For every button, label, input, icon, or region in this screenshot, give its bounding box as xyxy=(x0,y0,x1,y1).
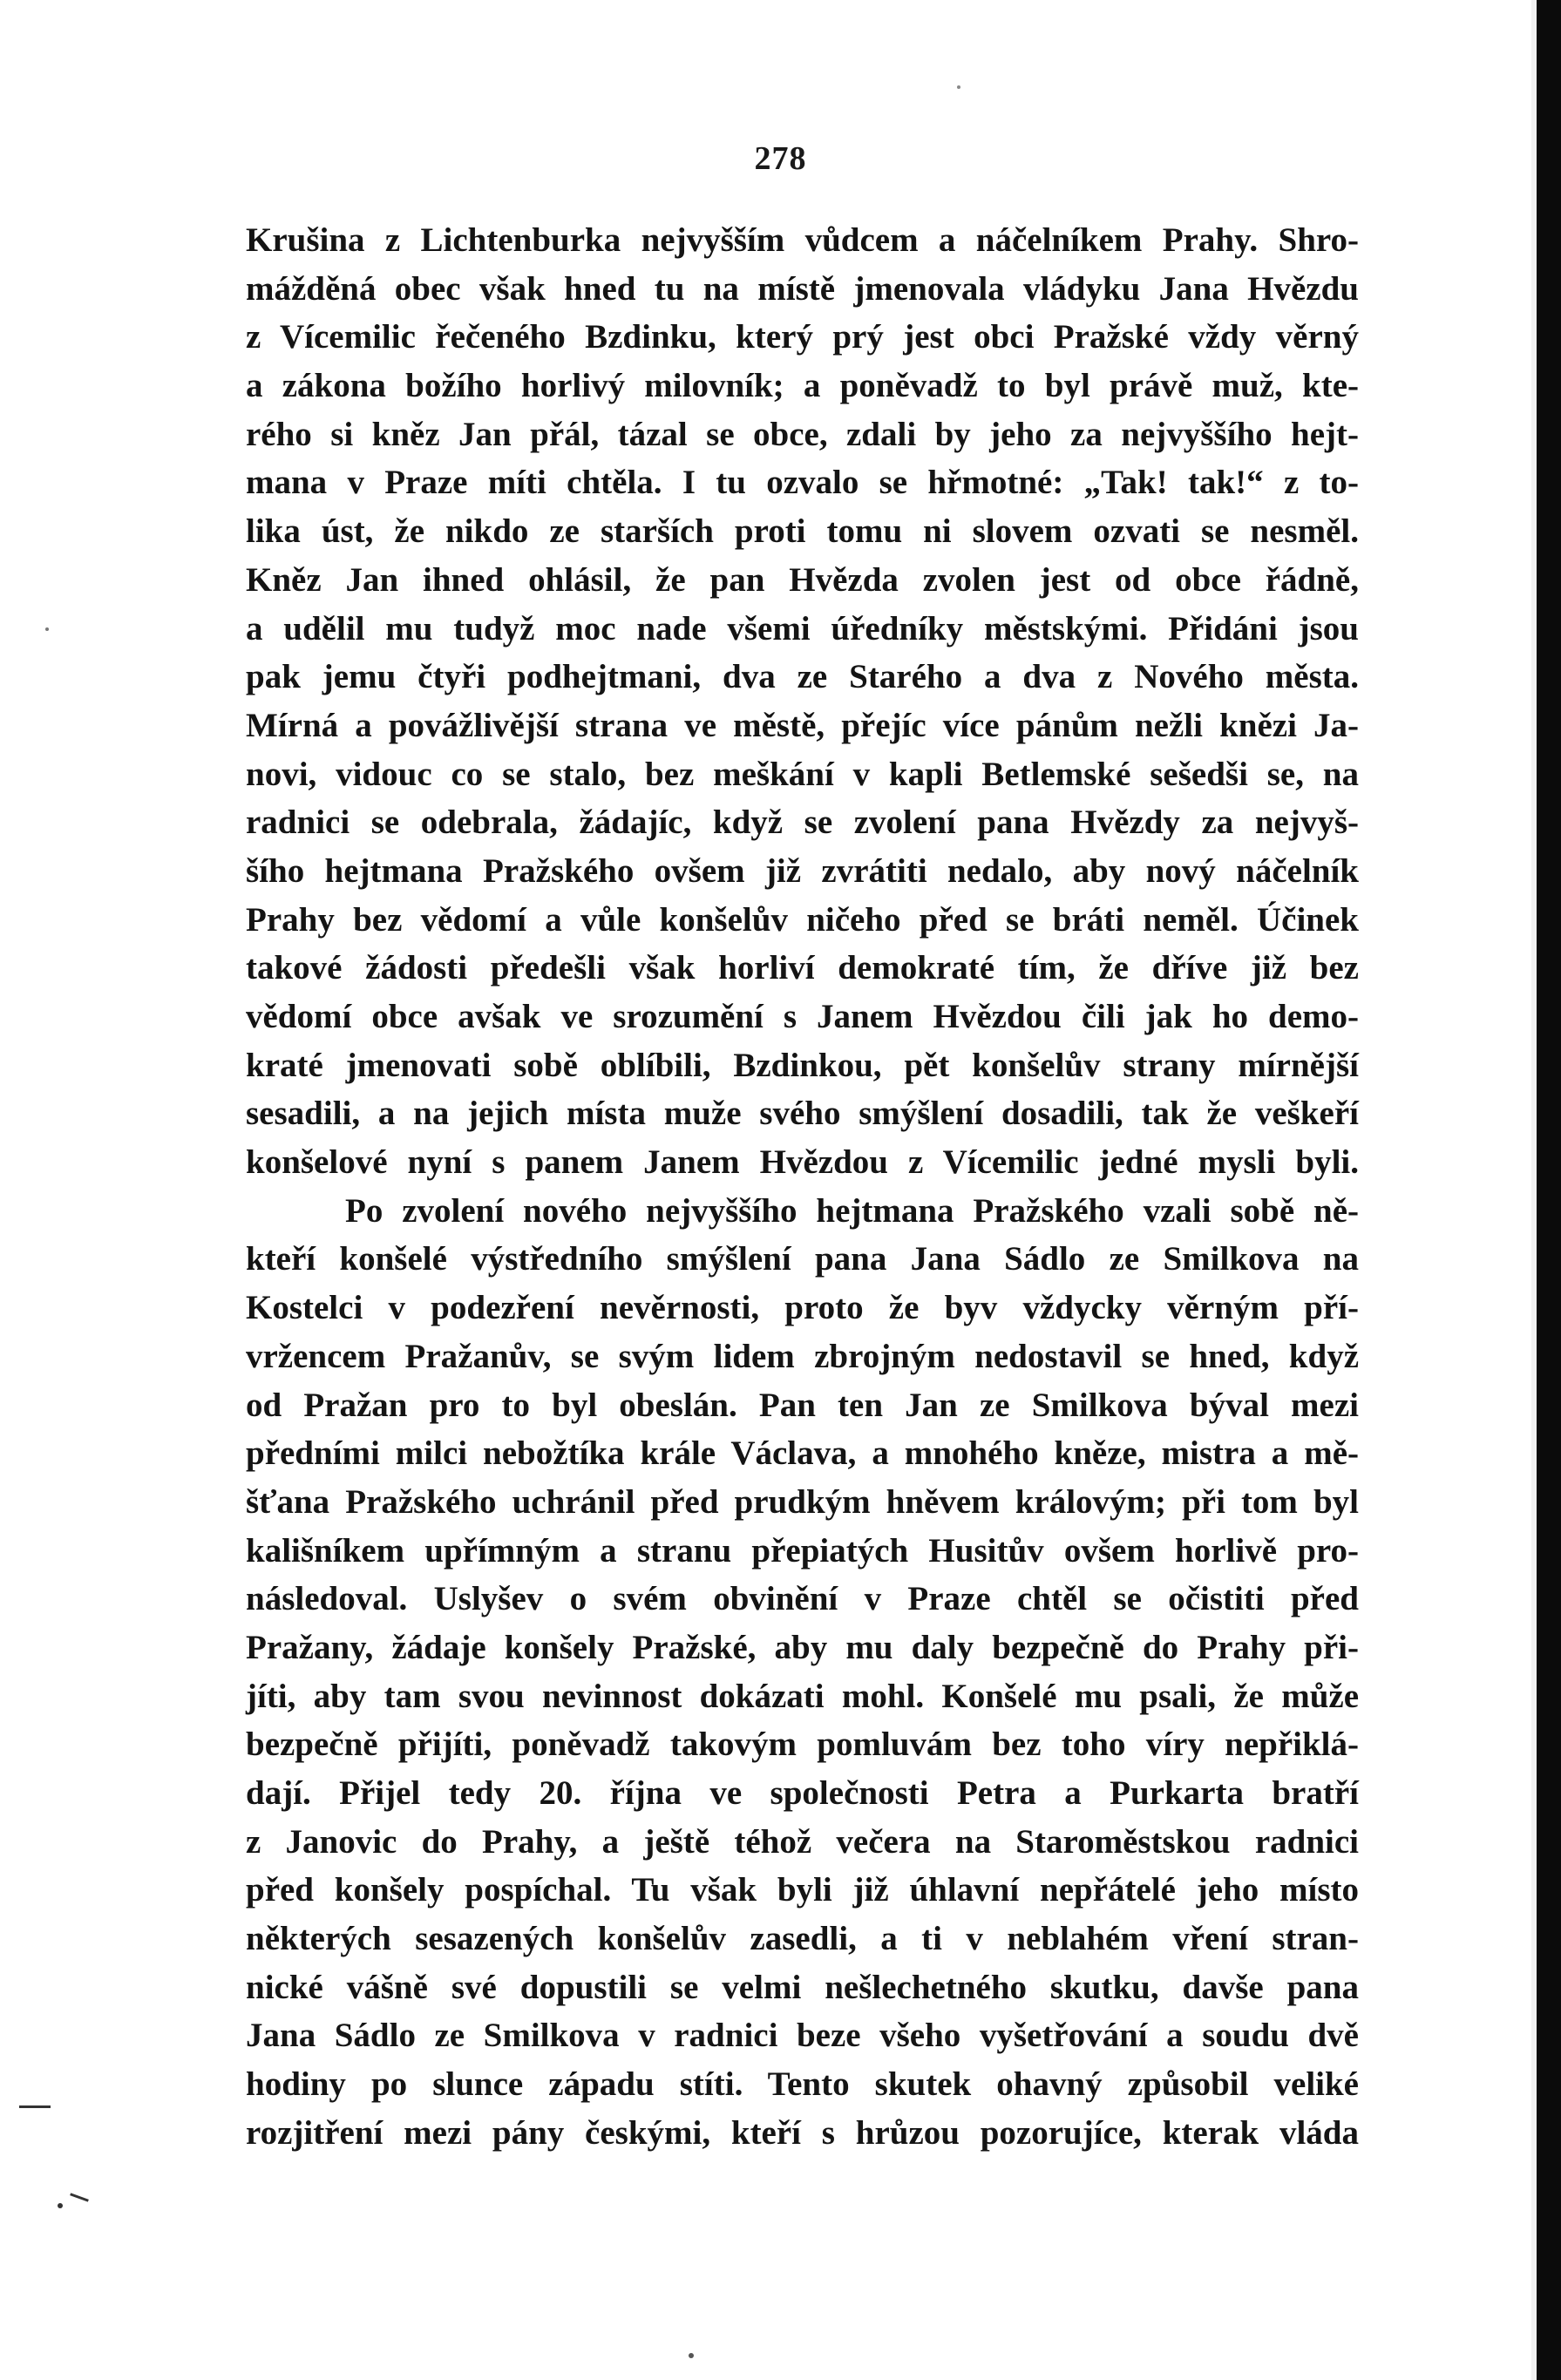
scan-speck xyxy=(689,2353,694,2358)
text-line: některých sesazených konšelův zasedli, a ti v neblahém vření stran- xyxy=(246,1920,1359,1958)
text-line: před konšely pospíchal. Tu však byli již úhlavní nepřátelé jeho místo xyxy=(246,1871,1359,1909)
text-line: šího hejtmana Pražského ovšem již zvrátiti nedalo, aby nový náčelník xyxy=(246,851,1359,890)
text-line: a udělil mu tudyž moc nade všemi úředníky městskými. Přidáni jsou xyxy=(246,609,1359,648)
scan-speck xyxy=(58,2203,63,2208)
text-line: Mírná a povážlivější strana ve městě, přejíc více pánům nežli knězi Ja- xyxy=(246,706,1359,744)
text-line: rozjitření mezi pány českými, kteří s hrůzou pozorujíce, kterak vláda xyxy=(246,2113,1359,2152)
text-line: z Vícemilic řečeného Bzdinku, který prý jest obci Pražské vždy věrný xyxy=(246,318,1359,356)
text-line: kališníkem upřímným a stranu přepiatých Husitův ovšem horlivě pro- xyxy=(246,1531,1359,1570)
scan-speck xyxy=(19,2105,51,2108)
text-line: šťana Pražského uchránil před prudkým hněvem královým; při tom byl xyxy=(246,1482,1359,1521)
body-text xyxy=(246,216,1359,2158)
text-line: následoval. Uslyšev o svém obvinění v Praze chtěl se očistiti před xyxy=(246,1580,1359,1618)
text-line: bezpečně přijíti, poněvadž takovým pomluvám bez toho víry nepřiklá- xyxy=(246,1726,1359,1764)
text-line: z Janovic do Prahy, a ještě téhož večera na Staroměstskou radnici xyxy=(246,1822,1359,1861)
text-line: kteří konšelé výstředního smýšlení pana Jana Sádlo ze Smilkova na xyxy=(246,1240,1359,1278)
text-line: Kostelci v podezření nevěrnosti, proto že byv vždycky věrným pří- xyxy=(246,1289,1359,1327)
text-line: dají. Přijel tedy 20. října ve společnosti Petra a Purkarta bratří xyxy=(246,1774,1359,1812)
text-line: nické vášně své dopustili se velmi nešlechetného skutku, davše pana xyxy=(246,1968,1359,2006)
scan-speck xyxy=(957,85,960,89)
text-line: Prahy bez vědomí a vůle konšelův ničeho před se bráti neměl. Účinek xyxy=(246,900,1359,939)
text-line: od Pražan pro to byl obeslán. Pan ten Jan ze Smilkova býval mezi xyxy=(246,1386,1359,1424)
text-line: vržencem Pražanův, se svým lidem zbrojným nedostavil se hned, když xyxy=(246,1337,1359,1375)
text-line: a zákona božího horlivý milovník; a poněvadž to byl právě muž, kte- xyxy=(246,367,1359,405)
text-line: Pražany, žádaje konšely Pražské, aby mu daly bezpečně do Prahy při- xyxy=(246,1628,1359,1666)
text-line: hodiny po slunce západu stíti. Tento skutek ohavný způsobil veliké xyxy=(246,2065,1359,2104)
scan-speck xyxy=(70,2193,89,2201)
text-line: jíti, aby tam svou nevinnost dokázati mohl. Konšelé mu psali, že může xyxy=(246,1677,1359,1715)
text-line: konšelové nyní s panem Janem Hvězdou z Vícemilic jedné mysli byli. xyxy=(246,1143,1359,1182)
text-line: Kněz Jan ihned ohlásil, že pan Hvězda zvolen jest od obce řádně, xyxy=(246,560,1359,599)
text-line: kraté jmenovati sobě oblíbili, Bzdinkou, pět konšelův strany mírnější xyxy=(246,1046,1359,1084)
text-line: radnici se odebrala, žádajíc, když se zvolení pana Hvězdy za nejvyš- xyxy=(246,804,1359,842)
text-line: takové žádosti předešli však horliví demokraté tím, že dříve již bez xyxy=(246,949,1359,987)
scan-edge-border xyxy=(1537,0,1561,2380)
text-line: mážděná obec však hned tu na místě jmenovala vládyku Jana Hvězdu xyxy=(246,269,1359,308)
text-line: mana v Praze míti chtěla. I tu ozvalo se hřmotné: „Tak! tak!“ z to- xyxy=(246,464,1359,502)
text-line: Krušina z Lichtenburka nejvyšším vůdcem a náčelníkem Prahy. Shro- xyxy=(246,221,1359,259)
text-line: Jana Sádlo ze Smilkova v radnici beze všeho vyšetřování a soudu dvě xyxy=(246,2017,1359,2055)
text-line: novi, vidouc co se stalo, bez meškání v kapli Betlemské sešedši se, na xyxy=(246,755,1359,793)
text-line: pak jemu čtyři podhejtmani, dva ze Starého a dva z Nového města. xyxy=(246,658,1359,696)
text-line: vědomí obce avšak ve srozumění s Janem Hvězdou čili jak ho demo- xyxy=(246,998,1359,1035)
page-number: 278 xyxy=(754,140,807,177)
scan-speck xyxy=(45,627,49,631)
text-line: předními milci nebožtíka krále Václava, a mnohého kněze, mistra a mě- xyxy=(246,1434,1359,1473)
text-line: sesadili, a na jejich místa muže svého smýšlení dosadili, tak že veškeří xyxy=(246,1095,1359,1133)
text-line: rého si kněz Jan přál, tázal se obce, zdali by jeho za nejvyššího hejt- xyxy=(246,415,1359,453)
text-line: lika úst, že nikdo ze starších proti tomu ni slovem ozvati se nesměl. xyxy=(246,512,1359,551)
text-line: Po zvolení nového nejvyššího hejtmana Pražského vzali sobě ně- xyxy=(345,1191,1359,1230)
